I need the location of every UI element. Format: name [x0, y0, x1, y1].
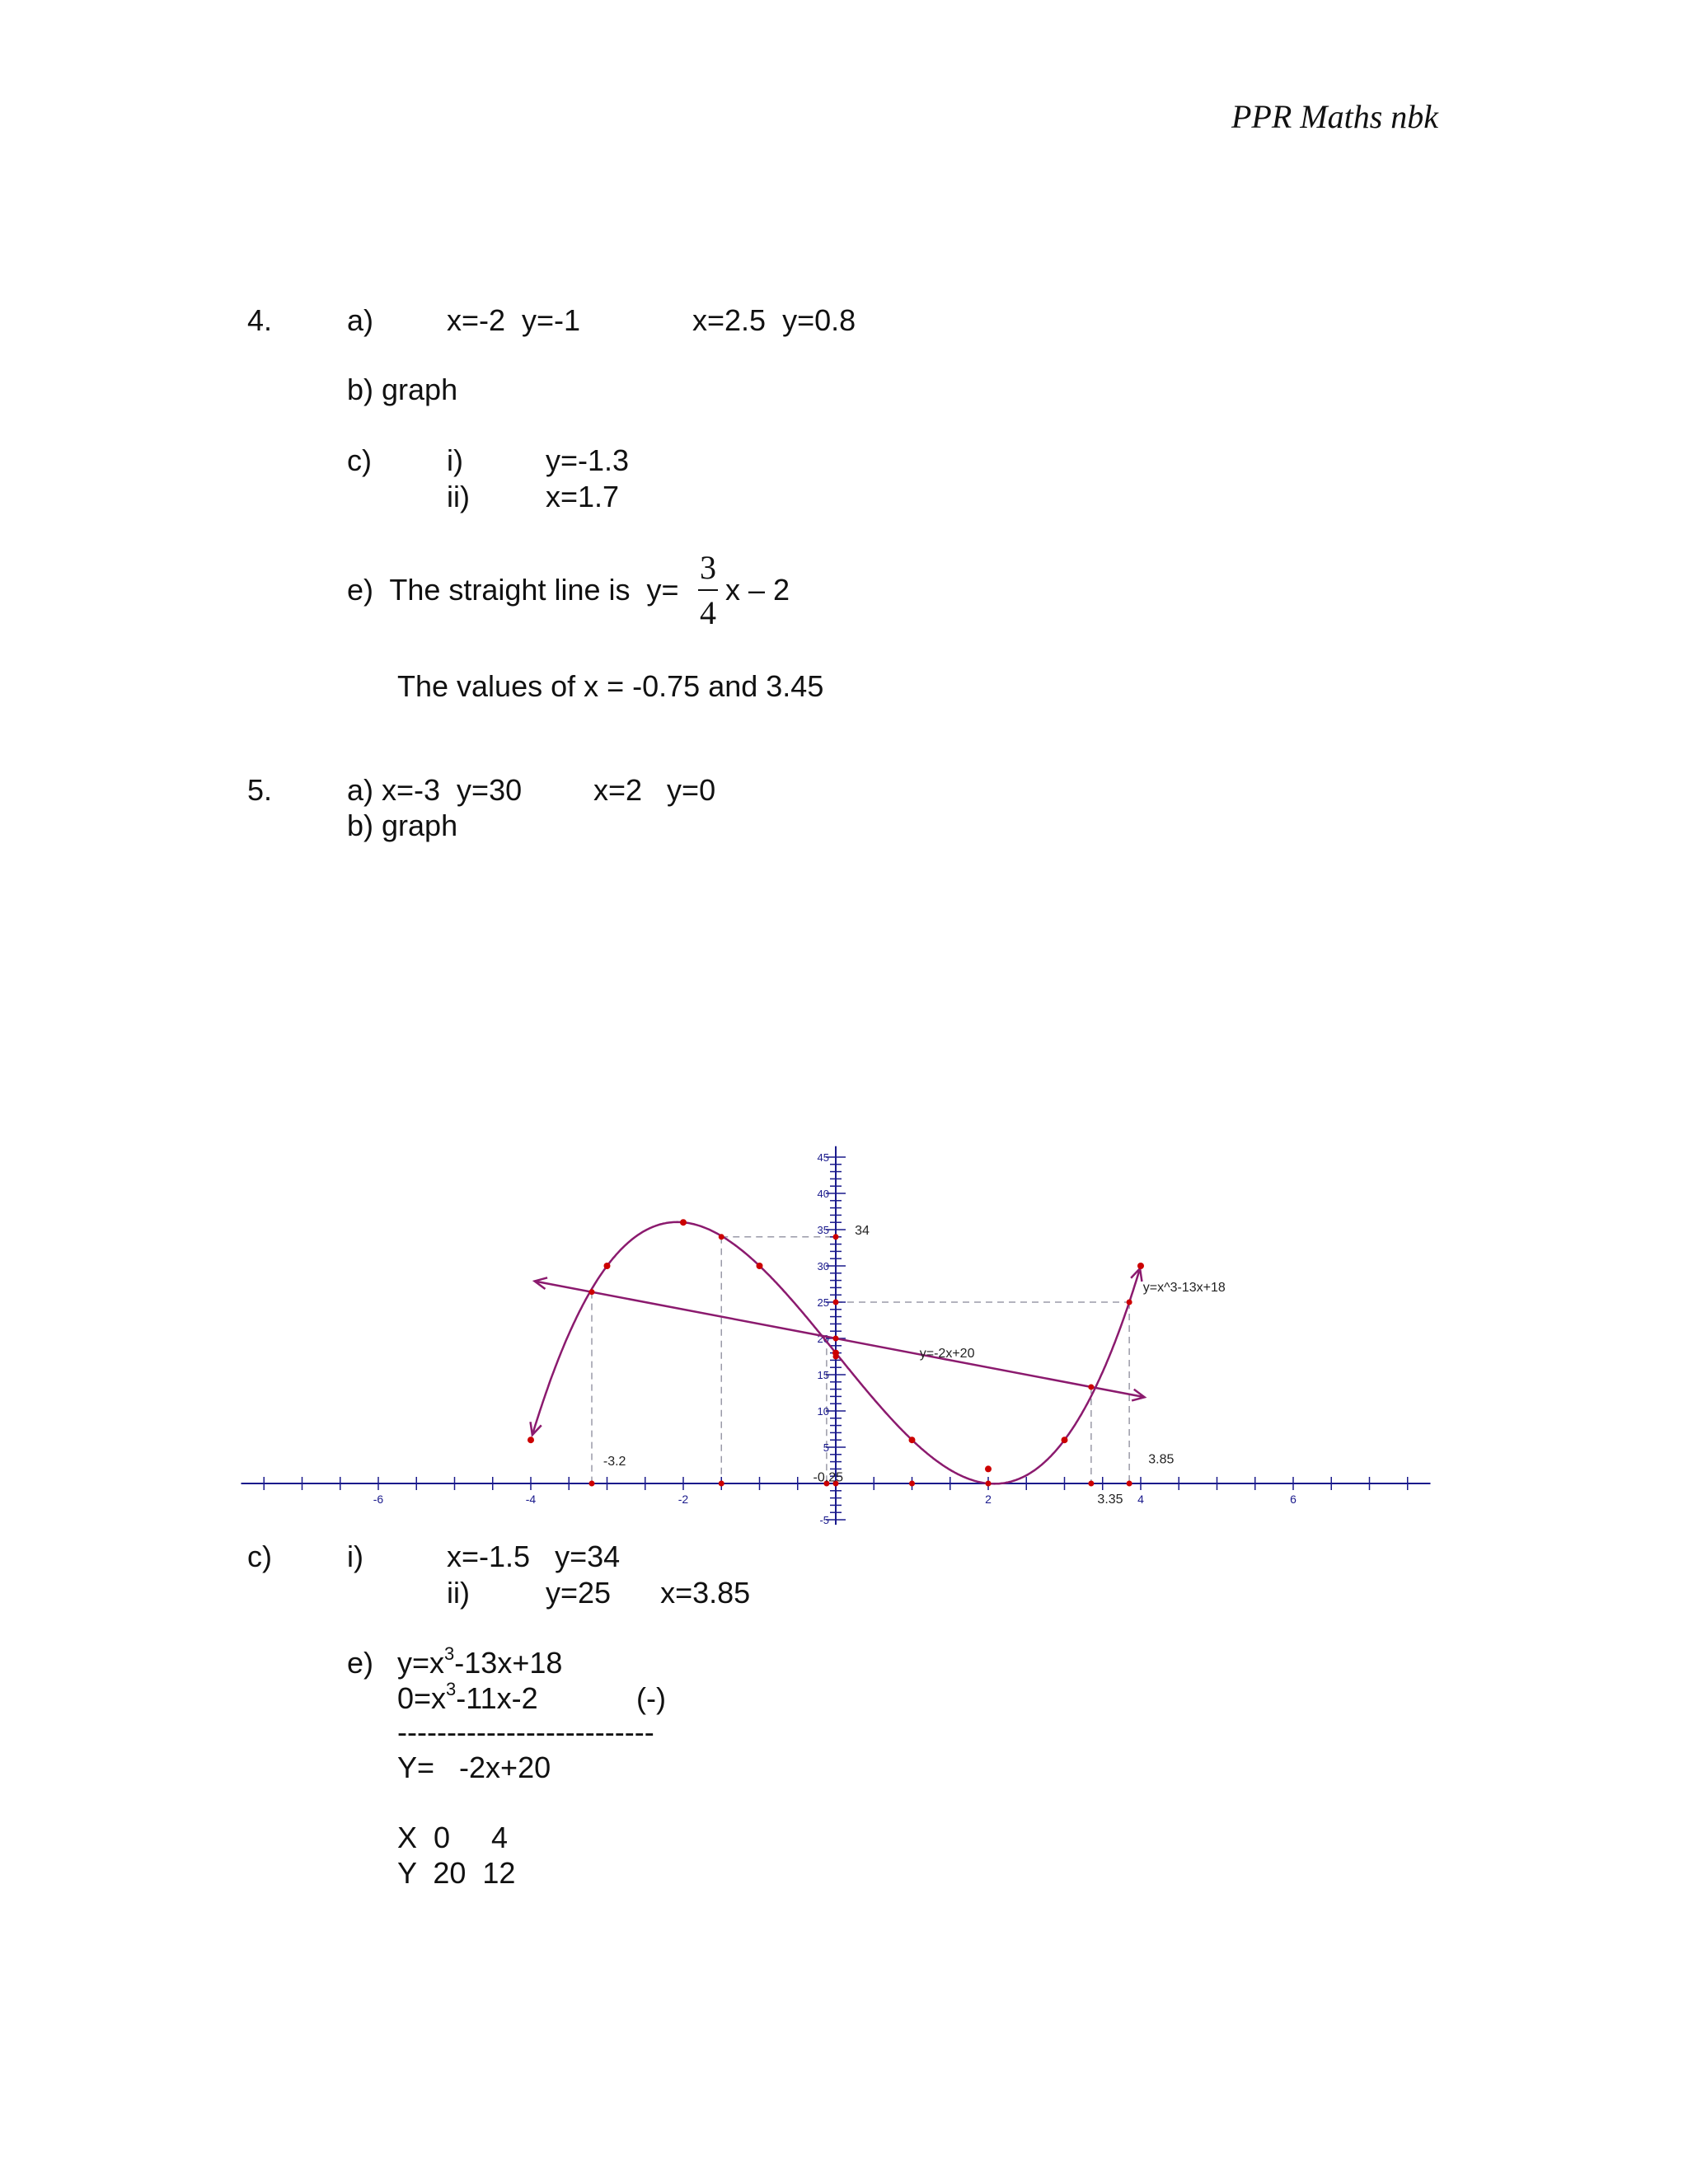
q4-c-ii-label: ii): [447, 480, 470, 513]
graph-annotation: 34: [855, 1224, 870, 1239]
y-tick-label: 25: [817, 1296, 829, 1309]
q4-c-i-label: i): [447, 443, 463, 477]
q4-a-value-2: x=2.5 y=0.8: [692, 303, 856, 337]
cubic-label: y=x^3-13x+18: [1142, 1280, 1226, 1295]
graph-annotation: 3.85: [1148, 1452, 1175, 1467]
graph-annotation: -0.25: [813, 1470, 843, 1485]
data-point: [833, 1336, 839, 1342]
q5-b: b) graph: [347, 808, 458, 842]
q4-c-label: c): [347, 443, 372, 477]
q4-e-denominator: 4: [700, 594, 716, 631]
axis-point: [589, 1481, 595, 1487]
q5-table-x: X 0 4: [397, 1821, 509, 1854]
q5-c-i-label: i): [347, 1540, 363, 1573]
x-tick-label: -2: [678, 1493, 689, 1506]
y-tick-label: 10: [817, 1405, 829, 1418]
q5-e-label: e): [347, 1646, 374, 1680]
data-point: [909, 1436, 916, 1443]
axis-point: [986, 1481, 992, 1487]
y-tick-label: -5: [819, 1514, 829, 1526]
q4-c-i-value: y=-1.3: [546, 443, 630, 477]
data-point: [1088, 1384, 1094, 1390]
q5-number: 5.: [247, 773, 273, 807]
data-point: [757, 1263, 763, 1269]
data-point: [719, 1234, 724, 1240]
graph-annotation: 3.35: [1097, 1493, 1123, 1507]
x-tick-label: -6: [373, 1493, 384, 1506]
q5-c-ii-label: ii): [447, 1576, 470, 1610]
y-tick-label: 20: [817, 1333, 829, 1345]
y-tick-label: 30: [817, 1260, 829, 1272]
y-tick-label: 15: [817, 1369, 829, 1381]
q4-number: 4.: [247, 303, 273, 337]
q4-e-numerator: 3: [700, 549, 716, 586]
q4-c-ii-value: x=1.7: [546, 480, 620, 513]
axis-point: [1127, 1481, 1132, 1487]
q5-c-i-value: x=-1.5 y=34: [447, 1540, 621, 1573]
q4-a-label: a): [347, 303, 374, 337]
q4-a-value-1: x=-2 y=-1: [447, 303, 581, 337]
data-point: [528, 1436, 534, 1443]
x-tick-label: 2: [985, 1493, 992, 1506]
line-label: y=-2x+20: [919, 1346, 975, 1361]
x-tick-label: -4: [525, 1493, 537, 1506]
q4-values: The values of x = -0.75 and 3.45: [397, 669, 824, 703]
axis-point: [909, 1481, 915, 1487]
graph-annotation: -3.2: [603, 1455, 626, 1469]
data-point: [833, 1234, 839, 1240]
q5-a-2: x=2 y=0: [593, 773, 716, 807]
q5-e-line-2: $0=x^3-11x-2$: [397, 1679, 538, 1715]
data-point: [604, 1263, 611, 1269]
x-tick-label: 4: [1137, 1493, 1144, 1506]
q5-e-subtract-sign: (-): [636, 1681, 666, 1715]
y-tick-label: 5: [823, 1441, 829, 1454]
data-point: [985, 1465, 992, 1472]
data-point: [833, 1354, 839, 1360]
axis-point: [719, 1481, 724, 1487]
data-point: [833, 1300, 839, 1305]
q5-c-ii-value: y=25 x=3.85: [546, 1576, 751, 1610]
q4-e-rest: x – 2: [725, 573, 790, 607]
q5-e-rule: --------------------------: [397, 1715, 654, 1749]
q5-e-line-3: Y= -2x+20: [397, 1750, 551, 1784]
data-point: [1127, 1300, 1132, 1305]
q5-table-y: Y 20 12: [397, 1856, 516, 1890]
axis-point: [1088, 1481, 1094, 1487]
y-tick-label: 45: [817, 1151, 829, 1164]
data-point: [589, 1289, 595, 1295]
y-tick-label: 40: [817, 1188, 829, 1200]
q5-c-label: c): [247, 1540, 272, 1573]
data-point: [1062, 1436, 1068, 1443]
x-tick-label: 6: [1290, 1493, 1296, 1506]
q4-b: b) graph: [347, 373, 458, 406]
page-header: PPR Maths nbk: [1231, 98, 1439, 135]
straight-line: [535, 1281, 1145, 1397]
data-point: [1137, 1263, 1144, 1269]
q5-e-line-1: $y=x^3-13x+18$: [397, 1643, 563, 1680]
q5-a: a) x=-3 y=30: [347, 773, 523, 807]
y-tick-label: 35: [817, 1224, 829, 1236]
q4-e-text: e) The straight line is y=: [347, 573, 679, 607]
data-point: [680, 1219, 687, 1226]
